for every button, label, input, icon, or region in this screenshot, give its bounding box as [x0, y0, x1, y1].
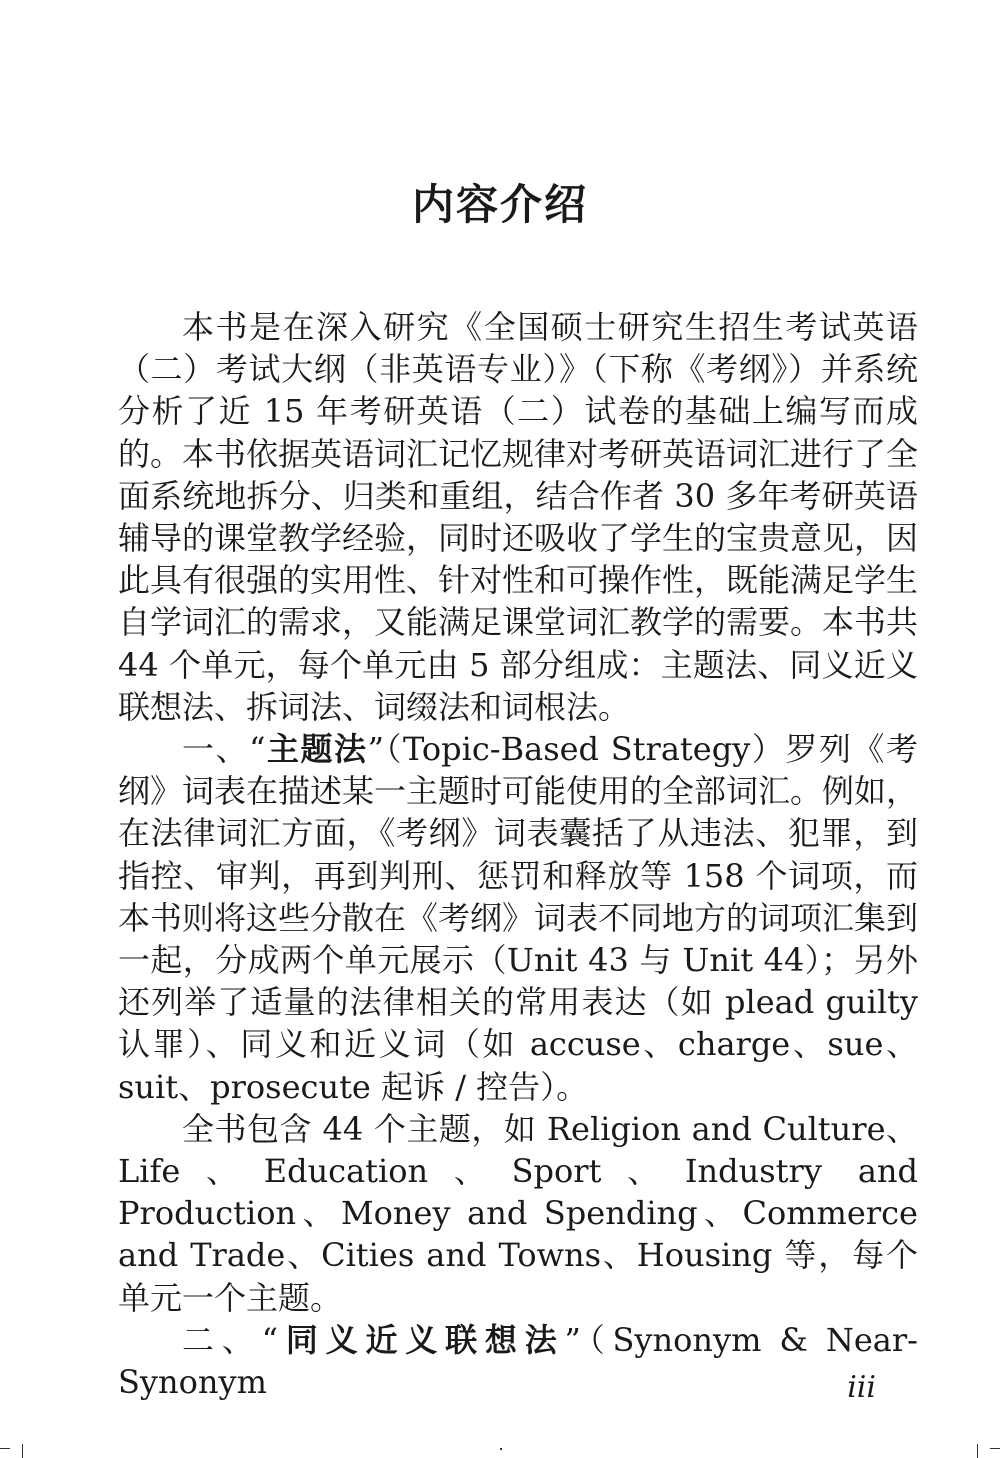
content-body: [118, 306, 918, 1403]
paragraph-text: 全书包含 44 个主题，如 Religion and Culture、Life、Education、Sport、Industry and Production、Money and Spending、Commerce and Trade、Cities and Towns、Housing 等，每个单元一个主题。: [118, 1109, 918, 1317]
keyword-synonym-method: 同义近义联想法: [278, 1320, 565, 1359]
crop-mark: [990, 1448, 1000, 1449]
paragraph-intro: [118, 306, 918, 728]
crop-mark: [0, 1448, 10, 1449]
paragraph-text: 本书是在深入研究《全国硕士研究生招生考试英语（二）考试大纲（非英语专业）》（下称《考纲》）并系统分析了近 15 年考研英语（二）试卷的基础上编写而成的。本书依据英语词汇记忆规律对考研英语词汇进行了全面系统地拆分、归类和重组，结合作者 30 多年考研英语辅导的课堂教学经验，同时还吸收了学生的宝贵意见，因此具有很强的实用性、针对性和可操作性，既能满足学生自学词汇的需求，又能满足课堂词汇教学的需要。本书共 44 个单元，每个单元由 5 部分组成：主题法、同义近义联想法、拆词法、词缀法和词根法。: [118, 308, 919, 726]
crop-mark: [22, 1444, 23, 1458]
keyword-topic-method: 主题法: [265, 730, 368, 769]
crop-mark: [500, 1448, 502, 1450]
paragraph-prefix: 一、“: [182, 730, 266, 769]
paragraph-prefix: 二、“: [182, 1320, 278, 1359]
paragraph-synonym-strategy: [118, 1319, 918, 1403]
paragraph-text: ”（Synonym & Near-Synonym: [118, 1320, 918, 1402]
paragraph-topic-strategy: [118, 728, 918, 1108]
page-title: 内容介绍: [411, 180, 588, 229]
paragraph-text: ”（Topic-Based Strategy）罗列《考纲》词表在描述某一主题时可能使用的全部词汇。例如，在法律词汇方面，《考纲》词表囊括了从违法、犯罪，到指控、审判，再到判刑、惩罚和释放等 158 个词项，而本书则将这些分散在《考纲》词表不同地方的词项汇集到一起，分成两个单元展示（Unit 43 与 Unit 44）；另外还列举了适量的法律相关的常用表达（如 plead guilty 认罪）、同义和近义词（如 accuse、charge、sue、suit、prosecute 起诉 / 控告）。: [118, 730, 919, 1106]
paragraph-themes: [118, 1108, 918, 1319]
crop-mark: [977, 1444, 978, 1458]
page-number: iii: [847, 1370, 876, 1405]
